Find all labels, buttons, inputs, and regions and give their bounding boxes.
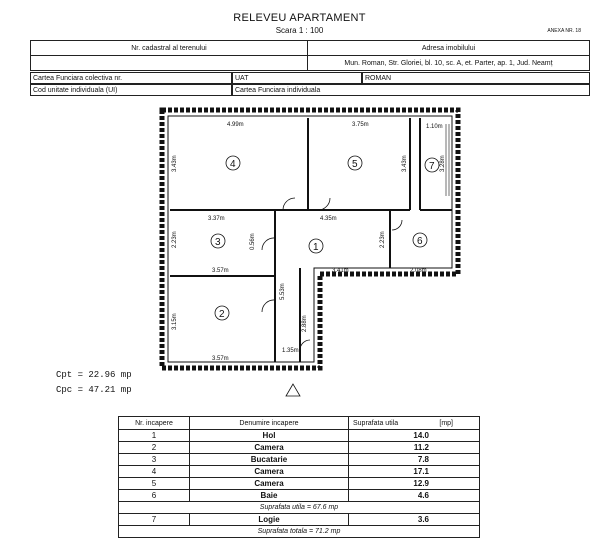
room-number: 2 <box>219 309 225 320</box>
floor-plan <box>0 100 599 400</box>
dim-label: 3.37m <box>208 216 225 222</box>
address-value: Mun. Roman, Str. Gloriei, bl. 10, sc. A, et. Parter, ap. 1, Jud. Neamț <box>308 56 590 71</box>
loggia-window <box>446 124 449 196</box>
dim-label: 3.41m <box>332 268 349 274</box>
dim-label: 2.23m <box>380 231 386 248</box>
cpt-value: Cpt = 22.96 mp <box>56 370 132 380</box>
cadastral-number-value <box>31 56 308 71</box>
col-header-area-label: Suprafata utila <box>353 419 399 427</box>
col-header-name: Denumire incapere <box>190 417 349 430</box>
room-table <box>118 416 480 538</box>
dim-label: 3.28m <box>440 155 446 172</box>
grand-total-row: Suprafata totala = 71.2 mp <box>119 526 480 538</box>
address-header: Adresa imobilului <box>308 41 590 56</box>
room-markers <box>211 156 439 320</box>
room-number: 6 <box>417 236 423 247</box>
room-number: 7 <box>429 161 435 172</box>
room-number: 5 <box>352 159 358 170</box>
dim-label: 3.43m <box>172 155 178 172</box>
dim-label: 1.10m <box>426 124 443 130</box>
dim-label: 3.15m <box>172 313 178 330</box>
dim-label: 3.57m <box>212 356 229 362</box>
dim-label: 3.43m <box>402 155 408 172</box>
room-number: 3 <box>215 237 221 248</box>
dim-label: 3.57m <box>212 268 229 274</box>
dim-label: 1.35m <box>282 348 299 354</box>
dim-label: 4.99m <box>227 122 244 128</box>
unit-code-field: Cod unitate individuala (UI) <box>30 84 232 96</box>
dim-label: 2.08m <box>410 268 427 274</box>
document-title: RELEVEU APARTAMENT <box>233 12 366 24</box>
col-header-area <box>349 417 480 430</box>
table-row: 3 Bucatarie 7.8 <box>119 454 480 466</box>
col-header-unit: [mp] <box>439 419 453 427</box>
cpc-value: Cpc = 47.21 mp <box>56 385 132 395</box>
col-header-nr: Nr. incapere <box>119 417 190 430</box>
dim-label: 5.53m <box>280 283 286 300</box>
dim-label: 2.88m <box>302 315 308 332</box>
dim-label: 0.56m <box>250 233 256 250</box>
table-row: 5 Camera 12.9 <box>119 478 480 490</box>
cf-collective-field: Cartea Funciara colectiva nr. <box>30 72 232 84</box>
dim-label: 3.75m <box>352 122 369 128</box>
room-number: 4 <box>230 159 236 170</box>
cadastral-table <box>30 40 590 71</box>
north-arrow-icon <box>286 384 300 396</box>
room-number: 1 <box>313 242 319 253</box>
cf-individual-field: Cartea Funciara individuala <box>232 84 590 96</box>
useful-total-row: Suprafata utila = 67.6 mp <box>119 502 480 514</box>
table-row: 4 Camera 17.1 <box>119 466 480 478</box>
scale-label: Scara 1 : 100 <box>275 26 324 35</box>
annex-label: ANEXA NR. 18 <box>547 28 581 34</box>
dim-label: 4.35m <box>320 216 337 222</box>
table-row: 7 Logie 3.6 <box>119 514 480 526</box>
table-row: 1 Hol 14.0 <box>119 430 480 442</box>
uat-label: UAT <box>232 72 362 84</box>
dim-label: 2.23m <box>172 231 178 248</box>
uat-value: ROMAN <box>362 72 590 84</box>
cadastral-number-header: Nr. cadastral al terenului <box>31 41 308 56</box>
table-row: 6 Baie 4.6 <box>119 490 480 502</box>
table-row: 2 Camera 11.2 <box>119 442 480 454</box>
